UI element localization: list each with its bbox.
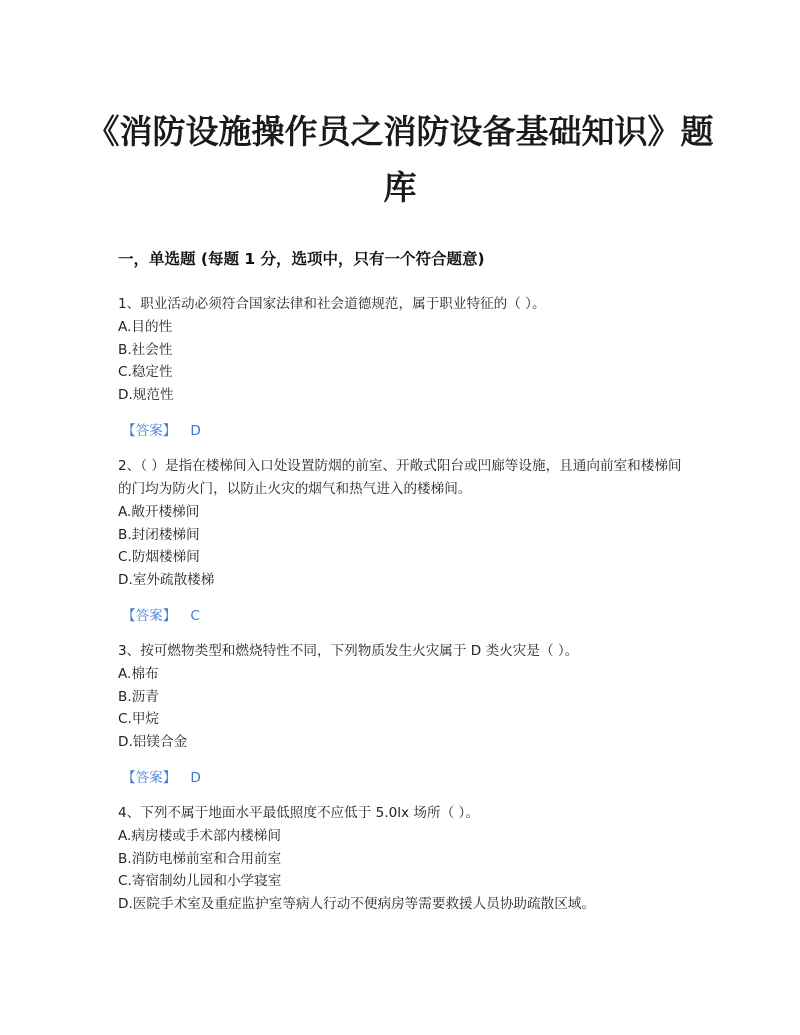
answer-value: D (190, 423, 201, 439)
question-stem: 2、（ ）是指在楼梯间入口处设置防烟的前室、开敞式阳台或凹廊等设施，且通向前室和楼梯间的门均为防火门，以防止火灾的烟气和热气进入的楼梯间。 (118, 458, 682, 497)
answer-value: D (190, 770, 201, 786)
option-b: B.封闭楼梯间 (118, 526, 200, 543)
option-c: C.甲烷 (118, 711, 160, 727)
option-d: D.室外疏散楼梯 (118, 571, 215, 588)
option-d: D.铝镁合金 (118, 733, 188, 750)
answer-label: 【答案】 (122, 423, 177, 439)
answer (118, 606, 693, 626)
option-b: B.消防电梯前室和合用前室 (118, 850, 282, 867)
answer-value: C (190, 608, 200, 624)
option-b: B.沥青 (118, 688, 159, 705)
question-1 (118, 293, 693, 441)
option-a: A.棉布 (118, 666, 159, 682)
question-stem: 4、下列不属于地面水平最低照度不应低于 5.0lx 场所（ ）。 (118, 805, 479, 821)
option-b: B.社会性 (118, 341, 173, 358)
answer-label: 【答案】 (122, 770, 177, 786)
answer-label: 【答案】 (122, 608, 177, 624)
question-stem: 3、按可燃物类型和燃烧特性不同，下列物质发生火灾属于 D 类火灾是（ ）。 (118, 643, 579, 659)
option-c: C.寄宿制幼儿园和小学寝室 (118, 873, 282, 889)
option-a: A.敞开楼梯间 (118, 504, 200, 520)
answer (118, 768, 693, 788)
document-title: 《消防设施操作员之消防设备基础知识》题库 (86, 112, 714, 207)
option-d: D.规范性 (118, 386, 174, 403)
option-d: D.医院手术室及重症监护室等病人行动不便病房等需要救援人员协助疏散区域。 (118, 895, 595, 912)
question-2 (118, 455, 693, 626)
option-c: C.稳定性 (118, 364, 173, 380)
section-heading: 一，单选题 (每题 1 分，选项中，只有一个符合题意) (118, 250, 485, 268)
answer (118, 421, 693, 441)
question-3 (118, 640, 693, 788)
option-c: C.防烟楼梯间 (118, 549, 200, 565)
question-4 (118, 802, 693, 915)
option-a: A.病房楼或手术部内楼梯间 (118, 828, 281, 844)
question-stem: 1、职业活动必须符合国家法律和社会道德规范，属于职业特征的（ ）。 (118, 296, 546, 312)
option-a: A.目的性 (118, 319, 173, 335)
